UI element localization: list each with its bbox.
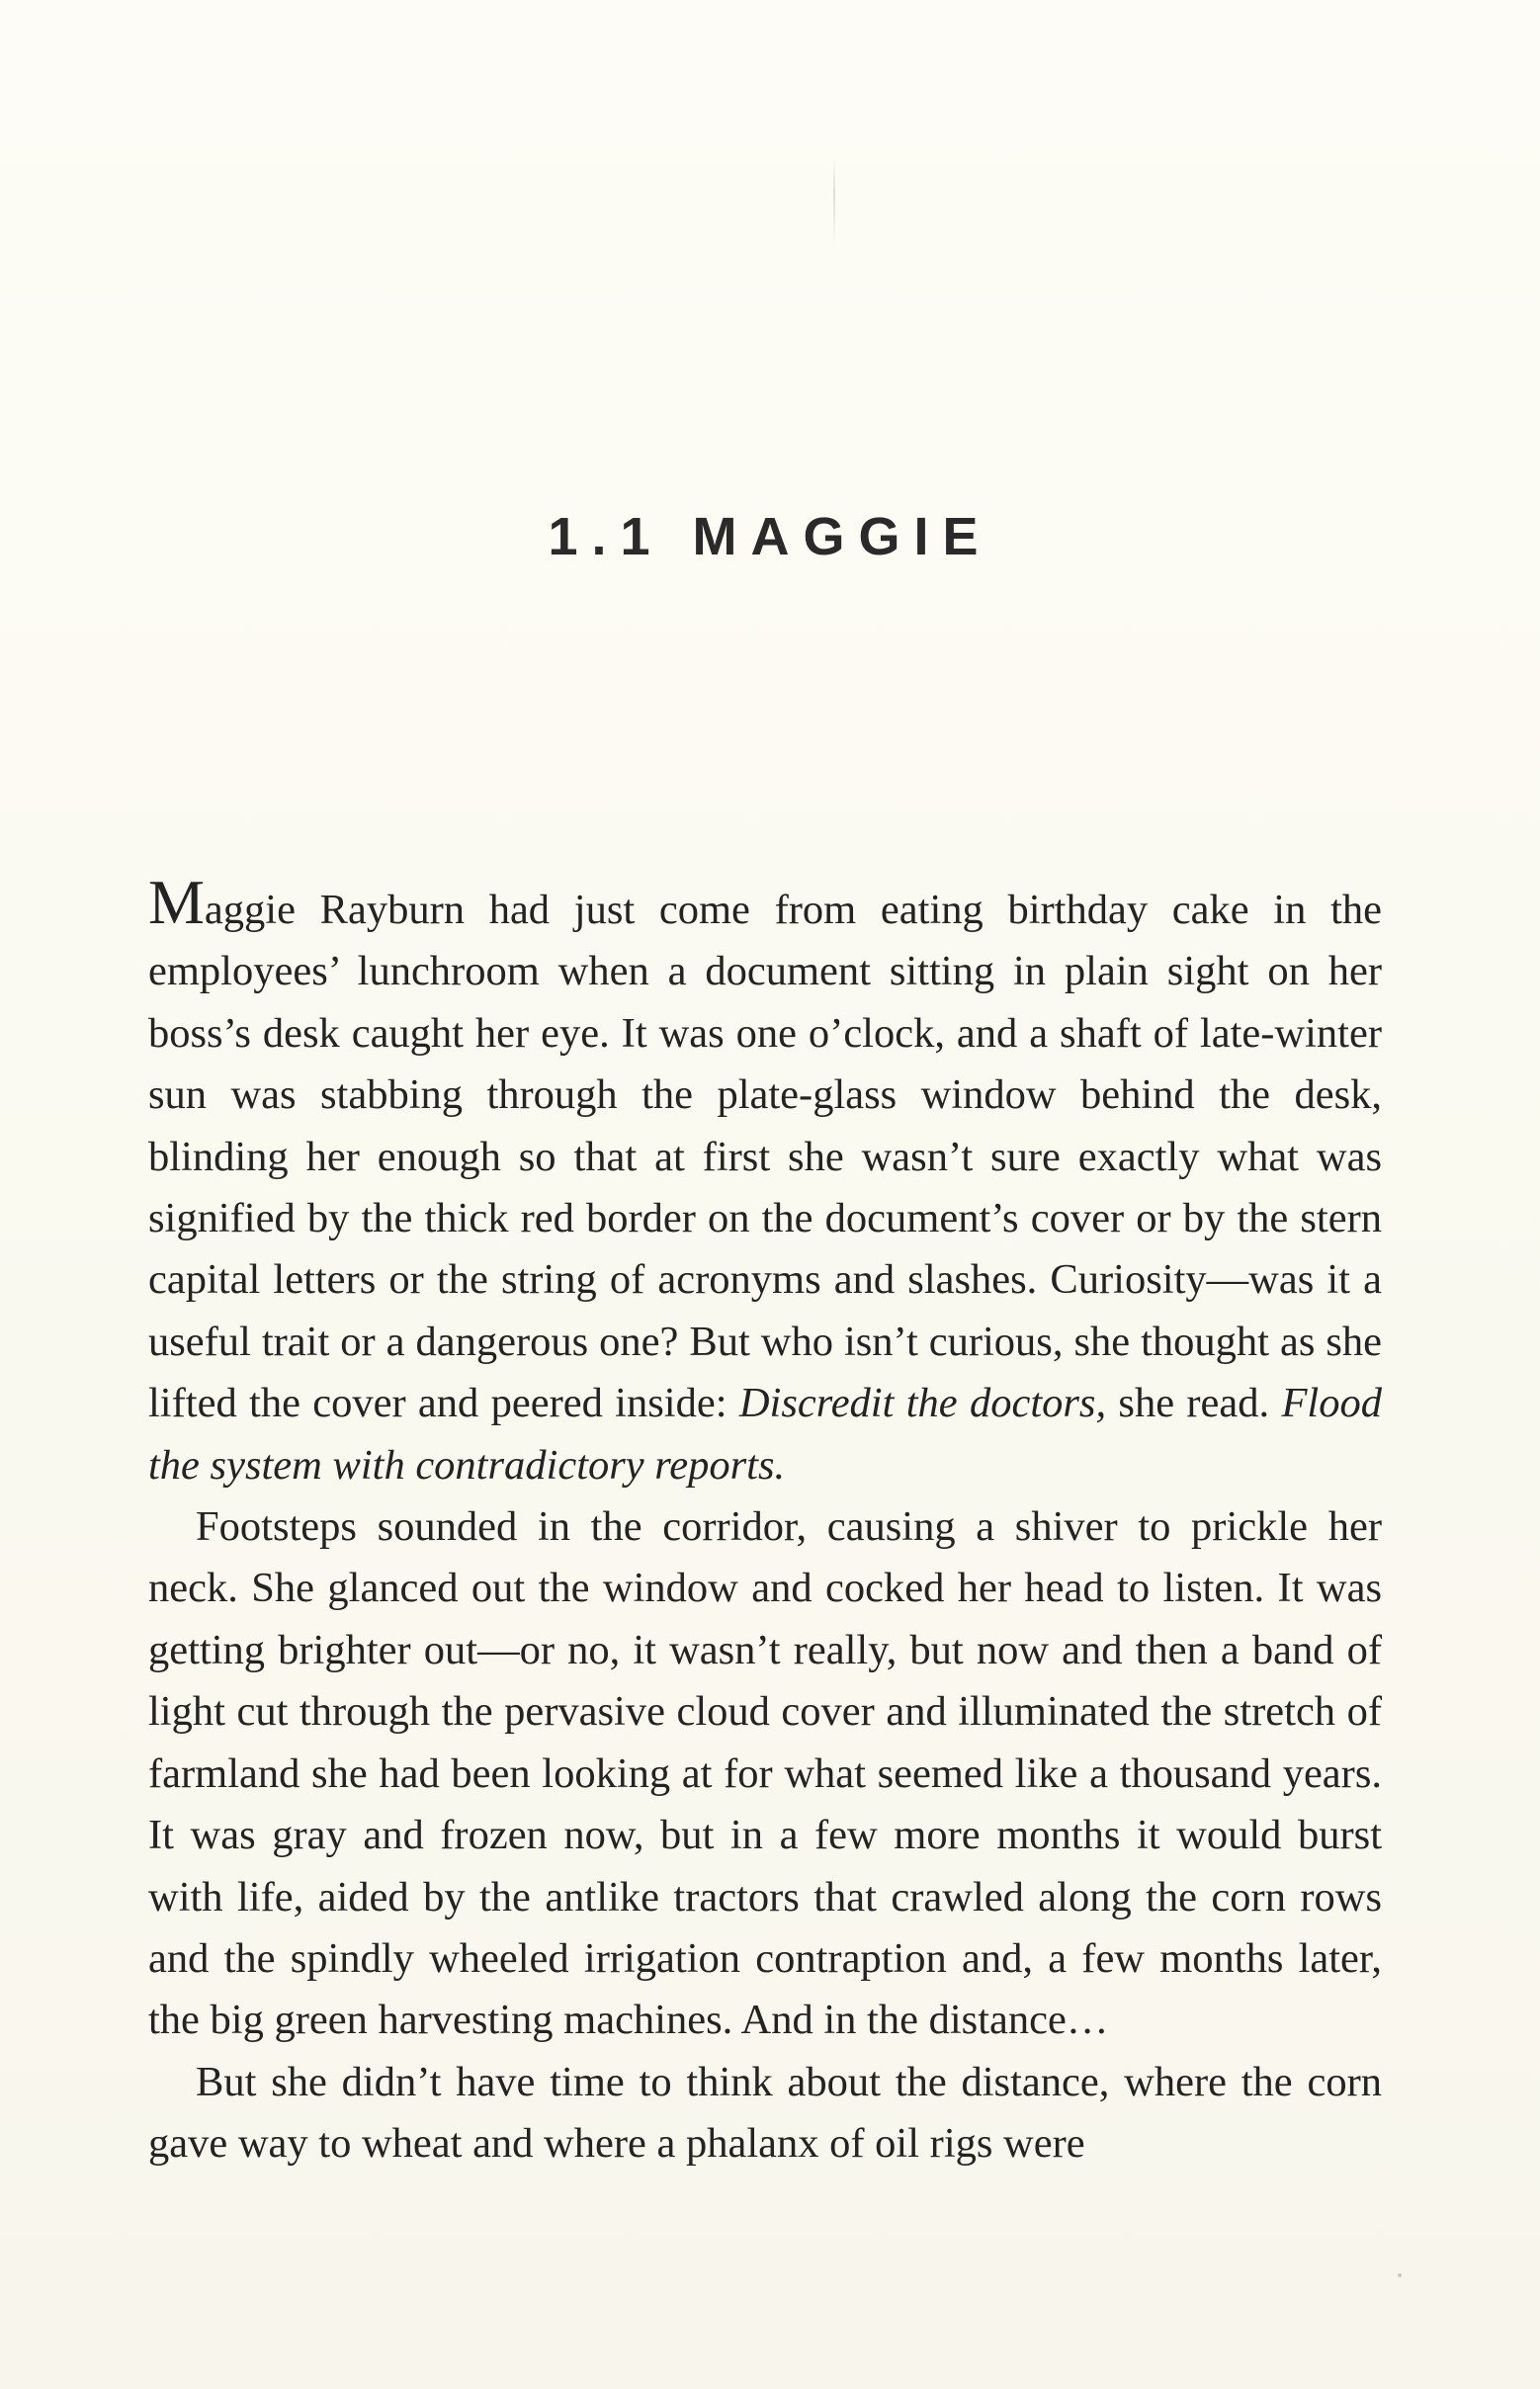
italic-phrase-2: Flood the system with contradictory reports. <box>148 1380 1382 1489</box>
paragraph-1 <box>148 867 1382 1496</box>
italic-phrase-1: Discredit the doctors, <box>738 1380 1107 1427</box>
paragraph-1-middle: she read. <box>1106 1380 1282 1427</box>
paragraph-2: Footsteps sounded in the corridor, causing a shiver to prickle her neck. She glanced out the window and cocked her head to listen. It was getting brighter out—or no, it wasn’t really, but now and then a band of light cut through the pervasive cloud cover and illuminated the stretch of farmland she had been looking at for what seemed like a thousand years. It was gray and frozen now, but in a few more months it would burst with life, aided by the antlike tractors that crawled along the corn rows and the spindly wheeled irrigation contraption and, a few months later, the big green harvesting machines. And in the distance… <box>148 1503 1382 2044</box>
scan-mark <box>833 158 835 247</box>
scan-speck <box>1398 2273 1402 2277</box>
chapter-heading: 1.1 MAGGIE <box>548 507 992 567</box>
paragraph-3: But she didn’t have time to think about the distance, where the corn gave way to wheat and where a phalanx of oil rigs were <box>148 2058 1382 2168</box>
drop-cap: M <box>148 867 205 937</box>
paragraph-1-text: aggie Rayburn had just come from eating birthday cake in the employees’ lunchroom when a document sitting in plain sight on her boss’s desk caught her eye. It was one o’clock, and a shaft of late-winter sun was stabbing through the plate-glass window behind the desk, blinding her enough so that at first she wasn’t sure exactly what was signified by the thick red border on the document’s cover or by the stern capital letters or the string of acronyms and slashes. Curiosity—was it a useful trait or a dangerous one? But who isn’t curious, she thought as she lifted the cover and peered inside: <box>148 887 1382 1427</box>
body-text <box>148 867 1382 2176</box>
